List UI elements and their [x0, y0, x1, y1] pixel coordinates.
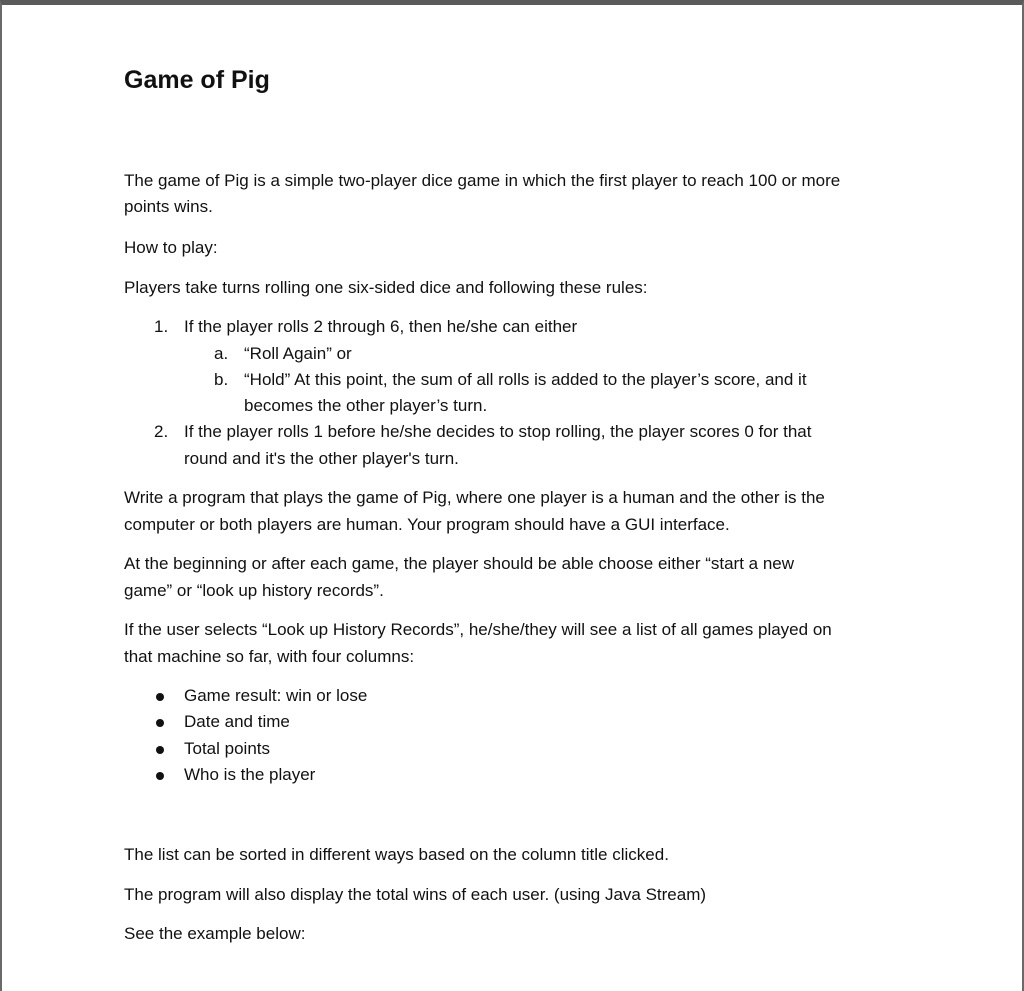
column-item: Who is the player: [184, 765, 316, 784]
how-to-play-heading: How to play:: [124, 238, 218, 257]
bullet-icon: [156, 746, 164, 754]
rule-1b-text-line-2: becomes the other player’s turn.: [244, 396, 488, 415]
program-line-2: computer or both players are human. Your program should have a GUI interface.: [124, 515, 730, 534]
example-paragraph: See the example below:: [124, 924, 306, 943]
history-line-2: that machine so far, with four columns:: [124, 647, 415, 666]
bullet-icon: [156, 719, 164, 727]
column-item: Game result: win or lose: [184, 686, 368, 705]
rule-1-text: If the player rolls 2 through 6, then he/she can either: [184, 317, 578, 336]
bullet-icon: [156, 772, 164, 780]
intro-line-2: points wins.: [124, 197, 213, 216]
page-title: Game of Pig: [124, 66, 270, 94]
beginning-line-1: At the beginning or after each game, the player should be able choose either “start a new: [124, 554, 795, 573]
column-item: Total points: [184, 739, 270, 758]
rule-1-marker: 1.: [154, 317, 169, 336]
wins-paragraph: The program will also display the total wins of each user. (using Java Stream): [124, 885, 707, 904]
program-line-1: Write a program that plays the game of Pig, where one player is a human and the other is the: [124, 488, 825, 507]
sort-paragraph: The list can be sorted in different ways based on the column title clicked.: [124, 845, 669, 864]
rule-2-marker: 2.: [154, 422, 169, 441]
beginning-line-2: game” or “look up history records”.: [124, 581, 384, 600]
bullet-icon: [156, 693, 164, 701]
rule-1b-text-line-1: “Hold” At this point, the sum of all rolls is added to the player’s score, and it: [244, 370, 807, 389]
intro-line-1: The game of Pig is a simple two-player dice game in which the first player to reach 100 or more: [124, 171, 841, 190]
column-item: Date and time: [184, 712, 290, 731]
rule-1b-marker: b.: [214, 370, 229, 389]
rule-2-text-line-2: round and it's the other player's turn.: [184, 449, 459, 468]
rule-1a-marker: a.: [214, 344, 229, 363]
rule-1a-text: “Roll Again” or: [244, 344, 352, 363]
rule-2-text-line-1: If the player rolls 1 before he/she decides to stop rolling, the player scores 0 for that: [184, 422, 812, 441]
history-line-1: If the user selects “Look up History Records”, he/she/they will see a list of all games played on: [124, 620, 832, 639]
rules-intro: Players take turns rolling one six-sided dice and following these rules:: [124, 278, 648, 297]
